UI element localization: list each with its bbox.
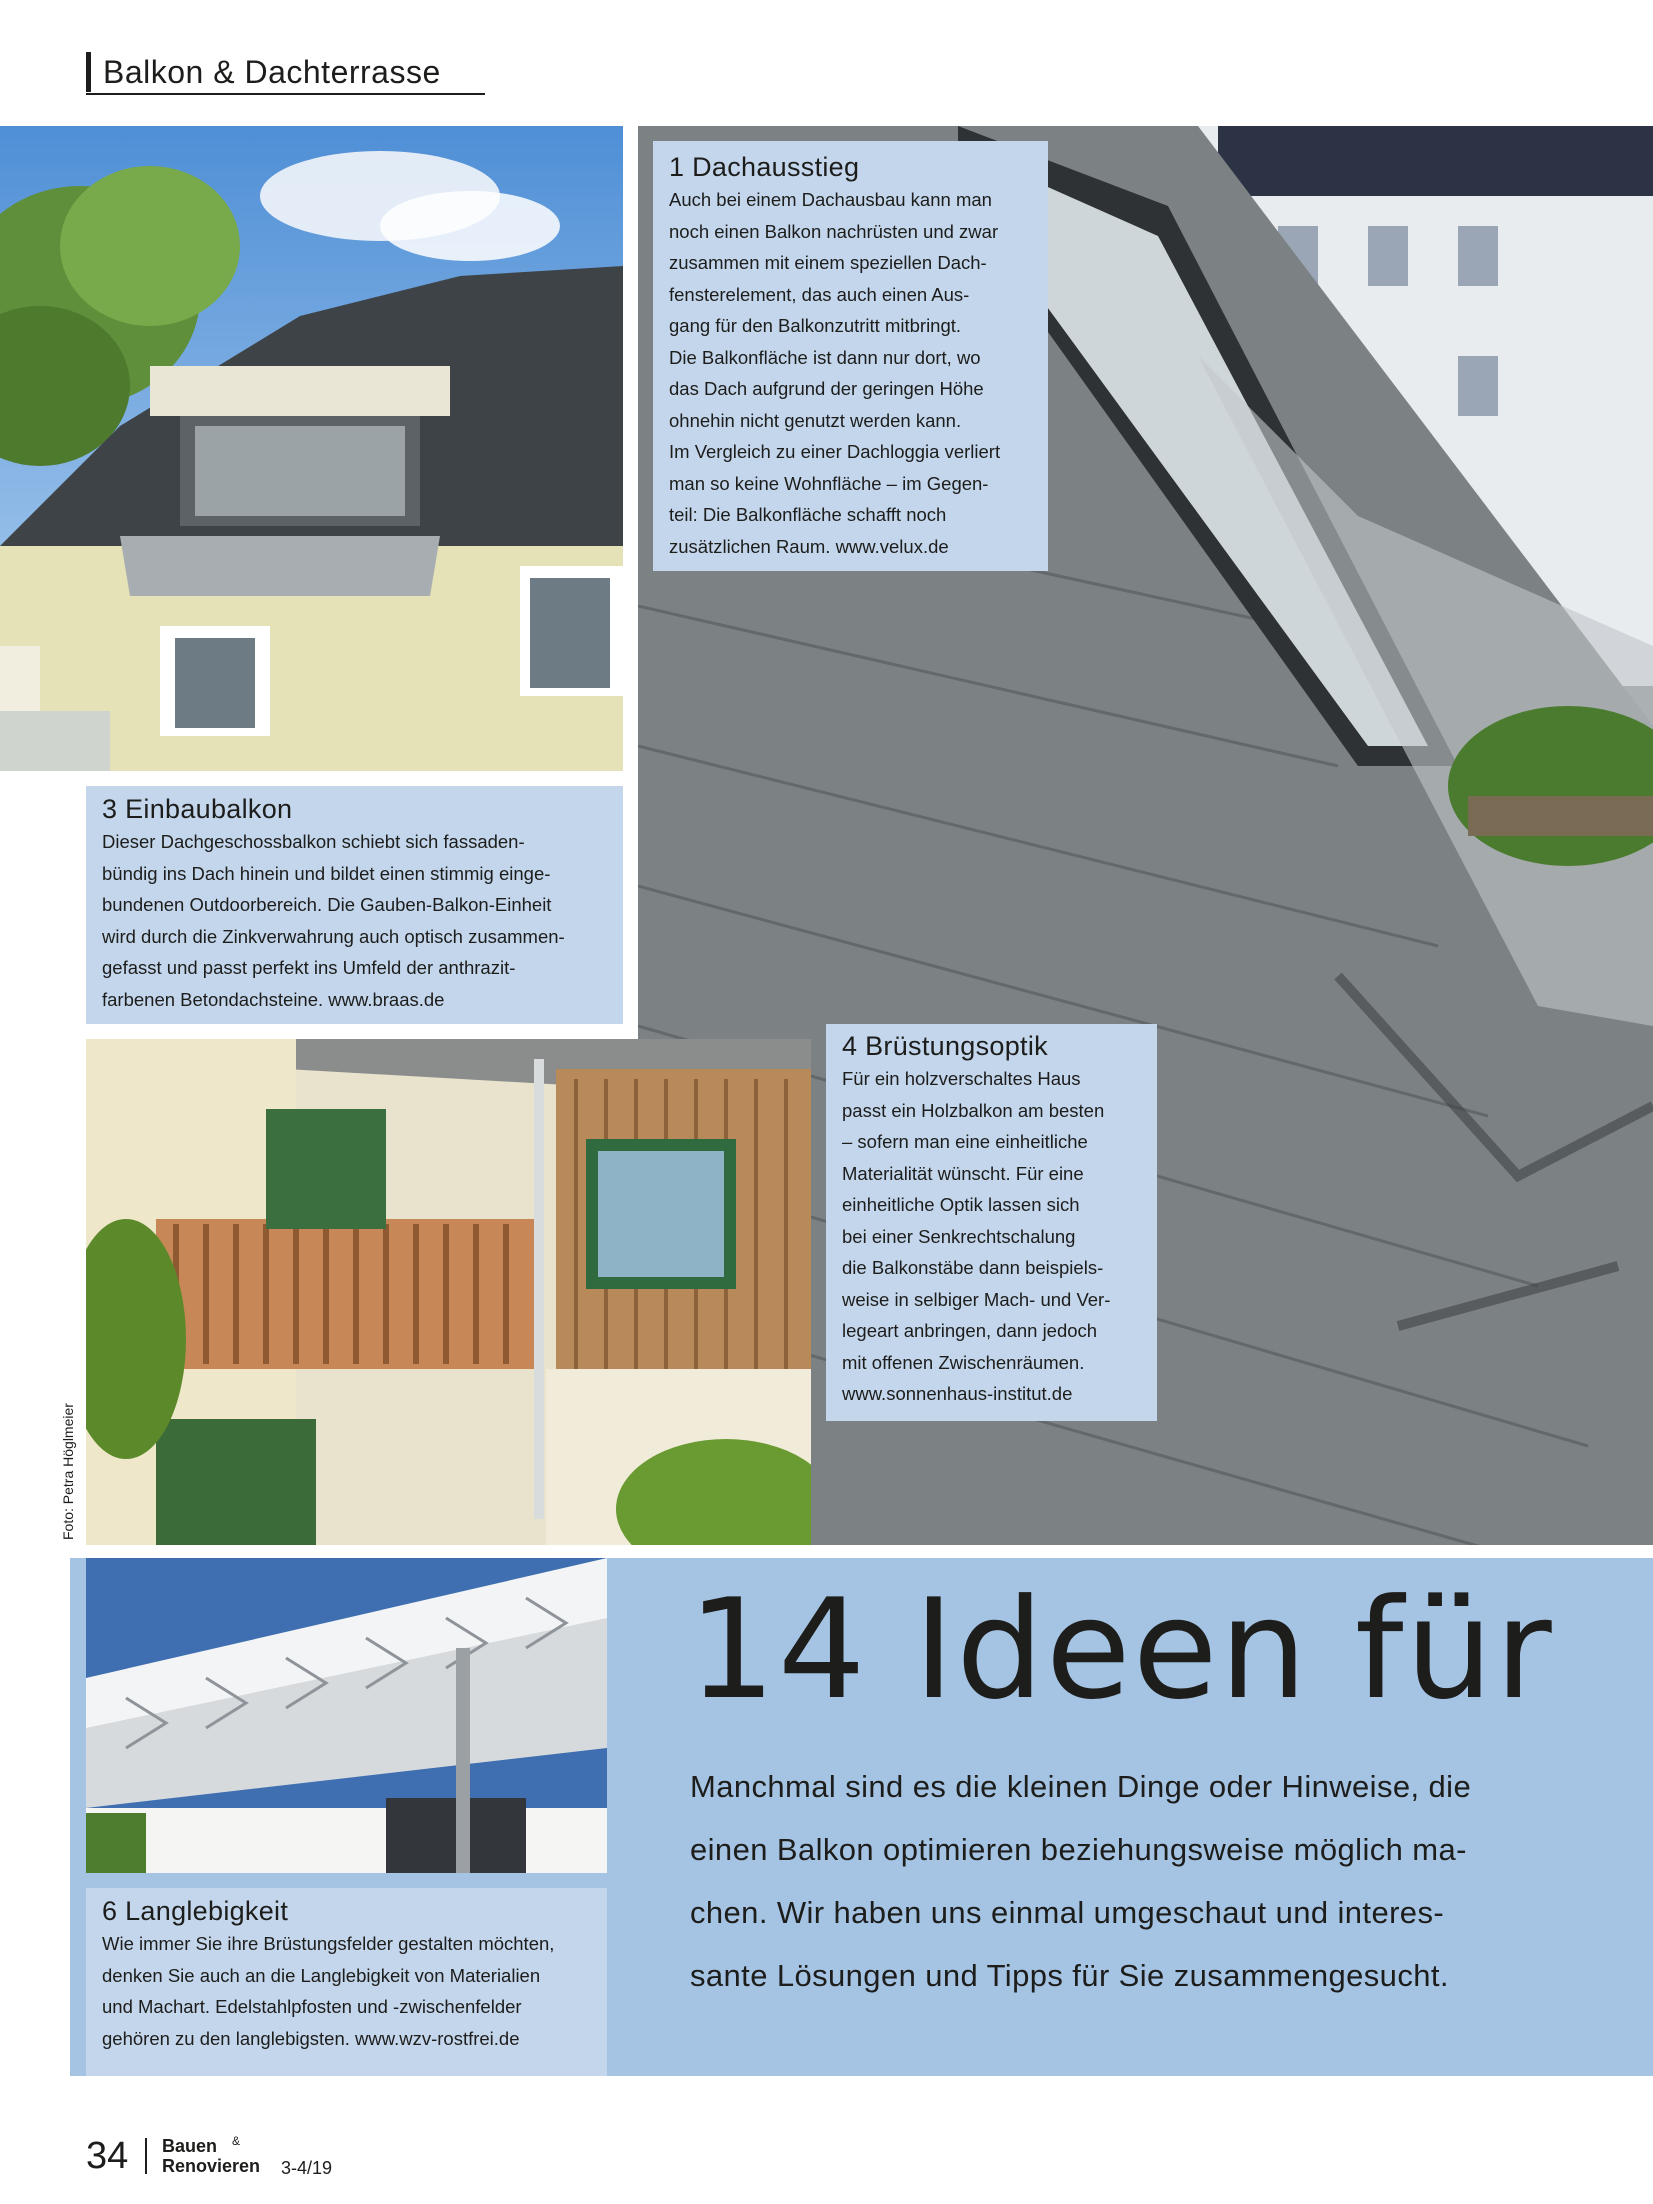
headline: 14 Ideen für [688, 1569, 1554, 1730]
page-number: 34 [86, 2135, 129, 2177]
infobox-text: Auch bei einem Dachausbau kann man noch einen Balkon nachrüsten und zwar zusammen mit einem speziellen Dach- fensterelement, das auch einen Aus- gang für den Balkonzutritt mitbringt. Die Balkonfläche ist dann nur dort, wo das Dach aufgrund der geringen Höhe ohnehin nicht genutzt werden kann. Im Vergleich zu einer Dachloggia verliert man so keine Wohnfläche – im Gegen- teil: Die Balkonfläche schafft noch zusätzlichen Raum. www.velux.de [669, 189, 1001, 557]
issue-number: 3-4/19 [281, 2158, 333, 2178]
section-header-underline [86, 93, 485, 95]
magazine-name-line2: Renovieren [162, 2156, 261, 2176]
footer-divider [145, 2138, 147, 2174]
infobox-title: 6 Langlebigkeit [102, 1896, 289, 1926]
magazine-ampersand: & [232, 2134, 241, 2148]
photo-einbaubalkon [0, 126, 623, 771]
photo-bruestungsoptik [86, 1039, 811, 1545]
infobox-bruestungsoptik [826, 1024, 1157, 1421]
intro-text: Manchmal sind es die kleinen Dinge oder Hinweise, die einen Balkon optimieren beziehungsweise möglich ma- chen. Wir haben uns einmal umgeschaut und interes- sante Lösungen und Tipps für Sie zusammengesucht. [690, 1769, 1472, 1993]
infobox-title: 3 Einbaubalkon [102, 794, 293, 824]
photo-langlebigkeit-frame [86, 1558, 607, 1873]
infobox-text: Für ein holzverschaltes Haus passt ein Holzbalkon am besten – sofern man eine einheitliche Materialität wünscht. Für eine einheitliche Optik lassen sich bei einer Senkrechtschalung die Balkonstäbe dann beispiels- weise in selbiger Mach- und Ver- legeart anbringen, dann jedoch mit offenen Zwischenräumen. www.sonnenhaus-institut.de [842, 1068, 1111, 1404]
infobox-title: 4 Brüstungsoptik [842, 1031, 1048, 1061]
infobox-text: Dieser Dachgeschossbalkon schiebt sich fassaden- bündig ins Dach hinein und bildet einen stimmig einge- bundenen Outdoorbereich. Die Gauben-Balkon-Einheit wird durch die Zinkverwahrung auch optisch zusammen- gefasst und passt perfekt ins Umfeld der anthrazit- farbenen Betondachsteine. www.braas.de [102, 831, 565, 1010]
section-header: Balkon & Dachterrasse [86, 52, 441, 92]
infobox-title: 1 Dachausstieg [669, 152, 860, 182]
infobox-dachausstieg [653, 141, 1048, 571]
infobox-text: Wie immer Sie ihre Brüstungsfelder gestalten möchten, denken Sie auch an die Langlebigkeit von Materialien und Machart. Edelstahlpfosten und -zwischenfelder gehören zu den langlebigsten. www.wzv-rostfrei.de [102, 1933, 555, 2049]
infobox-einbaubalkon [86, 786, 623, 1024]
photo-credit: Foto: Petra Höglmeier [60, 1403, 76, 1540]
infobox-langlebigkeit [86, 1888, 607, 2076]
magazine-name-line1: Bauen [162, 2136, 218, 2156]
